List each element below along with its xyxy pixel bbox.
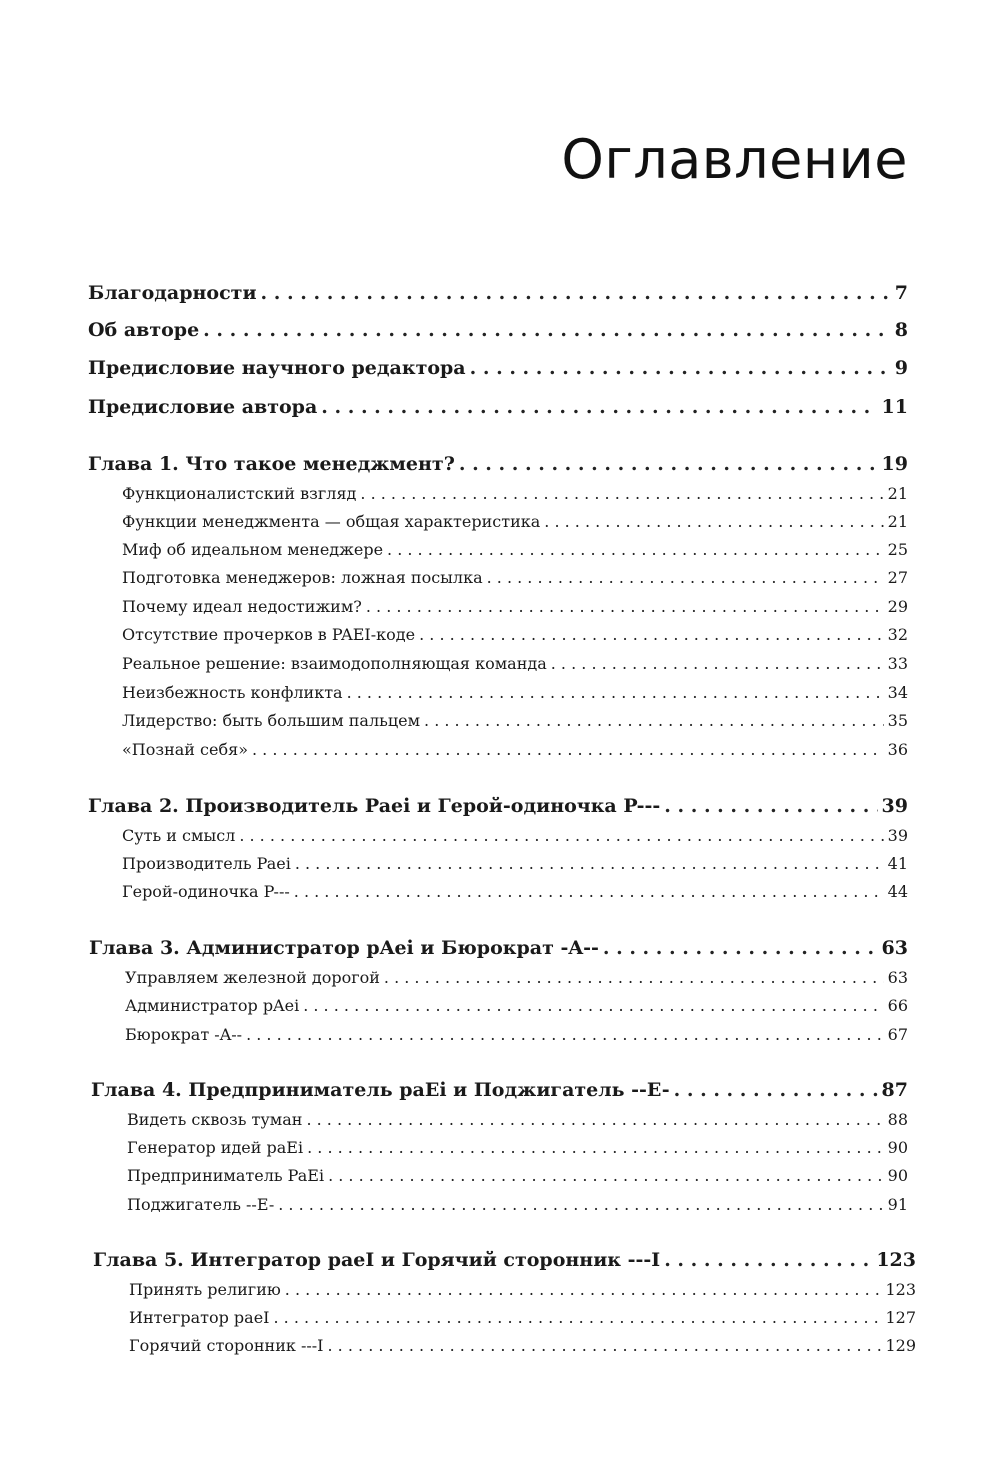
section-entry: [127, 1110, 908, 1129]
chapter-page: 87: [881, 1079, 908, 1101]
section-entry: [122, 512, 908, 531]
section-label: Управляем железной дорогой: [125, 968, 380, 987]
section-entry: [122, 740, 908, 759]
section-page: 88: [887, 1110, 908, 1129]
leader-dots: [387, 540, 884, 559]
section-label: Лидерство: быть большим пальцем: [122, 711, 421, 730]
section-page: 127: [885, 1308, 916, 1327]
leader-dots: [239, 826, 883, 845]
section-page: 90: [887, 1166, 908, 1185]
section-page: 41: [887, 854, 908, 873]
section-page: 34: [887, 683, 908, 702]
toc-entry-label: Предисловие научного редактора: [88, 357, 466, 379]
section-page: 129: [885, 1336, 916, 1355]
section-page: 90: [887, 1138, 908, 1157]
section-entry: [122, 484, 908, 503]
chapter-page: 63: [881, 937, 908, 959]
section-label: Генератор идей paEi: [127, 1138, 304, 1157]
section-label: Функционалистский взгляд: [122, 484, 357, 503]
leader-dots: [285, 1280, 882, 1299]
section-label: Администратор pAei: [125, 996, 300, 1015]
toc-entry-label: Об авторе: [88, 319, 200, 341]
section-entry: [129, 1280, 916, 1299]
section-page: 63: [887, 968, 908, 987]
section-label: «Познай себя»: [122, 740, 248, 759]
chapter-entry: [91, 1079, 908, 1101]
leader-dots: [203, 319, 891, 341]
section-entry: [122, 854, 908, 873]
section-page: 36: [887, 740, 908, 759]
section-page: 67: [887, 1025, 908, 1044]
leader-dots: [278, 1195, 883, 1214]
leader-dots: [246, 1025, 884, 1044]
toc-entry-page: 11: [881, 396, 908, 418]
leader-dots: [321, 396, 877, 418]
section-entry: [122, 597, 908, 616]
section-entry: [125, 968, 908, 987]
leader-dots: [328, 1336, 882, 1355]
leader-dots: [294, 882, 884, 901]
section-label: Подготовка менеджеров: ложная посылка: [122, 568, 483, 587]
leader-dots: [419, 625, 884, 644]
chapter-label: Глава 1. Что такое менеджмент?: [88, 453, 455, 475]
leader-dots: [664, 795, 877, 817]
chapter-entry: [88, 795, 908, 817]
chapter-entry: [88, 453, 908, 475]
chapter-page: 39: [881, 795, 908, 817]
toc-entry: [88, 319, 908, 341]
chapter-label: Глава 2. Производитель Paei и Герой-одиночка P---: [88, 795, 661, 817]
section-entry: [125, 1025, 908, 1044]
section-page: 27: [887, 568, 908, 587]
section-label: Неизбежность конфликта: [122, 683, 343, 702]
section-entry: [122, 654, 908, 673]
section-page: 21: [887, 484, 908, 503]
section-entry: [125, 996, 908, 1015]
leader-dots: [295, 854, 884, 873]
leader-dots: [252, 740, 884, 759]
toc-entry-page: 8: [894, 319, 908, 341]
section-label: Герой-одиночка P---: [122, 882, 290, 901]
section-page: 44: [887, 882, 908, 901]
section-entry: [122, 882, 908, 901]
section-label: Горячий сторонник ---I: [129, 1336, 324, 1355]
leader-dots: [384, 968, 884, 987]
chapter-page: 123: [876, 1249, 916, 1271]
section-page: 39: [887, 826, 908, 845]
section-page: 66: [887, 996, 908, 1015]
toc-entry-label: Предисловие автора: [88, 396, 318, 418]
section-label: Интегратор paeI: [129, 1308, 270, 1327]
leader-dots: [470, 357, 891, 379]
section-label: Видеть сквозь туман: [127, 1110, 303, 1129]
leader-dots: [551, 654, 884, 673]
section-entry: [122, 568, 908, 587]
leader-dots: [459, 453, 878, 475]
section-page: 33: [887, 654, 908, 673]
section-label: Отсутствие прочерков в PAEI-коде: [122, 625, 416, 644]
section-page: 32: [887, 625, 908, 644]
section-entry: [122, 540, 908, 559]
section-entry: [122, 683, 908, 702]
section-label: Поджигатель --E-: [127, 1195, 275, 1214]
section-label: Предприниматель PaEi: [127, 1166, 325, 1185]
leader-dots: [261, 282, 891, 304]
section-page: 25: [887, 540, 908, 559]
section-label: Миф об идеальном менеджере: [122, 540, 384, 559]
leader-dots: [273, 1308, 881, 1327]
chapter-entry: [93, 1249, 916, 1271]
section-label: Бюрократ -A--: [125, 1025, 243, 1044]
section-entry: [129, 1336, 916, 1355]
toc-entry: [88, 357, 908, 379]
leader-dots: [307, 1138, 884, 1157]
chapter-label: Глава 5. Интегратор paeI и Горячий сторонник ---I: [93, 1249, 661, 1271]
chapter-page: 19: [881, 453, 908, 475]
section-page: 91: [887, 1195, 908, 1214]
page-title: Оглавление: [561, 128, 908, 191]
section-entry: [122, 826, 908, 845]
toc-entry-page: 7: [894, 282, 908, 304]
toc-entry-label: Благодарности: [88, 282, 257, 304]
toc-entry: [88, 282, 908, 304]
leader-dots: [424, 711, 884, 730]
section-entry: [127, 1166, 908, 1185]
section-entry: [127, 1138, 908, 1157]
leader-dots: [360, 484, 883, 503]
leader-dots: [306, 1110, 883, 1129]
leader-dots: [347, 683, 884, 702]
section-label: Функции менеджмента — общая характеристика: [122, 512, 541, 531]
section-page: 29: [887, 597, 908, 616]
section-page: 35: [887, 711, 908, 730]
section-label: Суть и смысл: [122, 826, 236, 845]
leader-dots: [303, 996, 883, 1015]
toc-entry-page: 9: [894, 357, 908, 379]
leader-dots: [603, 937, 878, 959]
chapter-label: Глава 3. Администратор pAei и Бюрократ -A--: [89, 937, 599, 959]
toc-entry: [88, 396, 908, 418]
section-label: Почему идеал недостижим?: [122, 597, 362, 616]
section-page: 123: [885, 1280, 916, 1299]
section-label: Принять религию: [129, 1280, 281, 1299]
leader-dots: [366, 597, 884, 616]
leader-dots: [487, 568, 884, 587]
leader-dots: [674, 1079, 878, 1101]
leader-dots: [664, 1249, 872, 1271]
section-entry: [122, 711, 908, 730]
section-label: Производитель Paei: [122, 854, 291, 873]
section-label: Реальное решение: взаимодополняющая команда: [122, 654, 547, 673]
leader-dots: [544, 512, 883, 531]
section-entry: [122, 625, 908, 644]
section-page: 21: [887, 512, 908, 531]
section-entry: [127, 1195, 908, 1214]
leader-dots: [328, 1166, 884, 1185]
chapter-label: Глава 4. Предприниматель paEi и Поджигатель --E-: [91, 1079, 670, 1101]
section-entry: [129, 1308, 916, 1327]
chapter-entry: [89, 937, 908, 959]
